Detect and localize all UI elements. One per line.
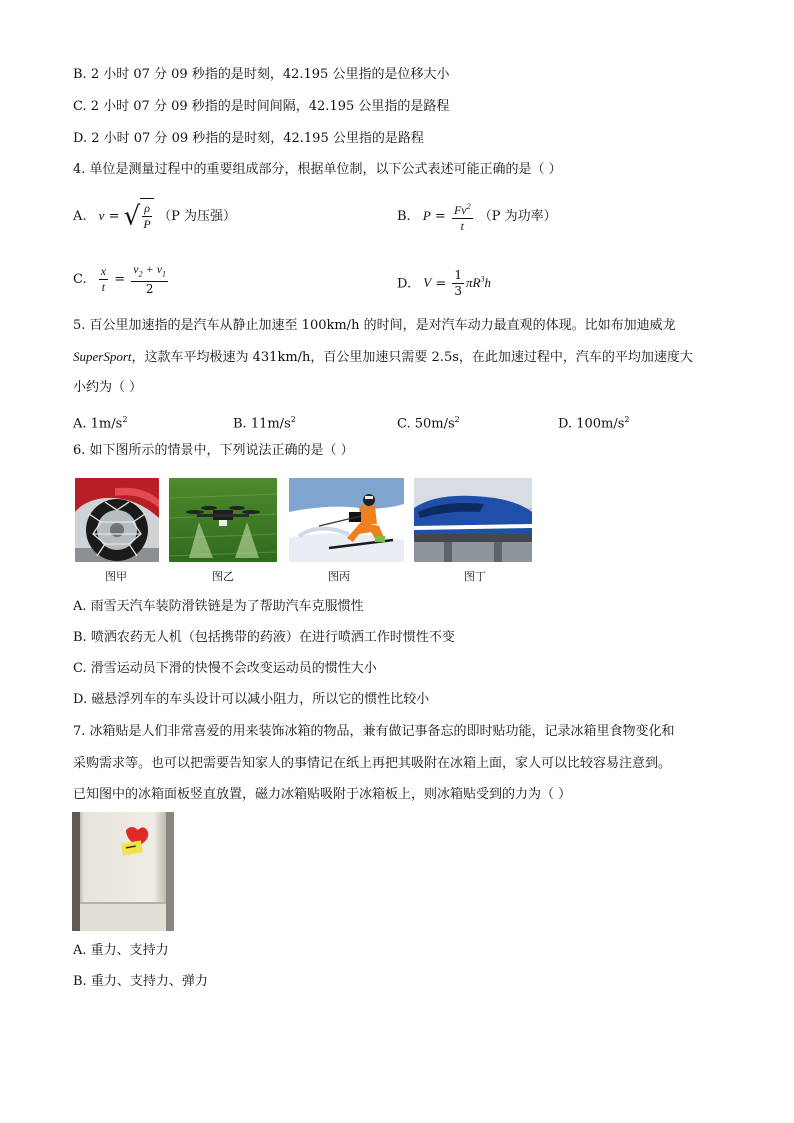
q5-option-c [397, 412, 460, 432]
car-tire-chain-image [75, 478, 159, 562]
q5-option-a [73, 412, 127, 432]
q4-option-a-note: （P 为压强） [158, 209, 236, 224]
sqrt-formula: √ $\frac{\rho}{P}$ [124, 198, 154, 235]
q4-option-c: C. $\frac{x}{t}$ = $\frac{v_2 + v_1}{2}$ [73, 262, 167, 297]
q5-option-a-text: A. 1m/s [73, 416, 123, 432]
q5-option-d-text: D. 100m/s [558, 416, 625, 432]
q4-option-b: B. P = $\frac{Fv^2}{t}$ （P 为功率） [397, 198, 557, 235]
q7-line2: 采购需求等。也可以把需要告知家人的事情记在纸上再把其吸附在冰箱上面，家人可以比较容易注意到。 [73, 756, 672, 771]
maglev-train-image [414, 478, 532, 562]
q4-option-d: D. V = $\frac{1}{3}$ $\pi R^3h$ [397, 268, 491, 299]
caption-1: 图甲 [105, 570, 127, 583]
q4-option-b-note: （P 为功率） [478, 209, 557, 224]
skier-image [289, 478, 404, 562]
q7-option-b: B. 重力、支持力、弹力 [73, 974, 208, 989]
q6-option-c: C. 滑雪运动员下滑的快慢不会改变运动员的惯性大小 [73, 661, 377, 676]
q6-stem: 6. 如下图所示的情景中，下列说法正确的是（ ） [73, 443, 354, 458]
q6-option-d: D. 磁悬浮列车的车头设计可以减小阻力，所以它的惯性比较小 [73, 692, 430, 707]
caption-4: 图丁 [464, 570, 486, 583]
q5-option-d [558, 412, 630, 432]
q4-option-b-label: B. [397, 209, 411, 224]
q5-option-a-sup: 2 [122, 415, 128, 424]
q5-option-c-text: C. 50m/s [397, 416, 455, 432]
q7-option-a: A. 重力、支持力 [73, 943, 169, 958]
q7-line3: 已知图中的冰箱面板竖直放置，磁力冰箱贴吸附于冰箱板上，则冰箱贴受到的力为（ ） [73, 787, 572, 802]
drone-image [169, 478, 277, 562]
q4-option-c-label: C. [73, 272, 87, 288]
q3-option-c: C. 2 小时 07 分 09 秒指的是时间间隔，42.195 公里指的是路程 [73, 99, 450, 114]
q5-line2 [73, 349, 693, 366]
q6-option-a: A. 雨雪天汽车装防滑铁链是为了帮助汽车克服惯性 [73, 599, 364, 614]
q7-line1: 7. 冰箱贴是人们非常喜爱的用来装饰冰箱的物品，兼有做记事备忘的即时贴功能，记录冰箱里食物变化和 [73, 724, 675, 739]
fridge-magnet-image [72, 812, 174, 931]
q5-car-name: SuperSport [73, 349, 132, 364]
q3-option-d: D. 2 小时 07 分 09 秒指的是时刻，42.195 公里指的是路程 [73, 131, 424, 146]
q5-option-b-text: B. 11m/s [233, 416, 291, 432]
q4-option-d-label: D. [397, 276, 412, 292]
q4-stem: 4. 单位是测量过程中的重要组成部分，根据单位制，以下公式表述可能正确的是（ ） [73, 162, 562, 177]
q6-option-b: B. 喷洒农药无人机（包括携带的药液）在进行喷洒工作时惯性不变 [73, 630, 455, 645]
caption-2: 图乙 [212, 570, 234, 583]
q3-option-b: B. 2 小时 07 分 09 秒指的是时刻，42.195 公里指的是位移大小 [73, 67, 450, 82]
q5-line1: 5. 百公里加速指的是汽车从静止加速至 100km/h 的时间，是对汽车动力最直观的体现。比如布加迪威龙 [73, 318, 676, 333]
q5-line2-rest: ，这款车平均极速为 431km/h，百公里加速只需要 2.5s，在此加速过程中，汽车的平均加速度大 [131, 350, 693, 365]
q4-option-a: A. v = √ $\frac{\rho}{P}$ （P 为压强） [73, 198, 236, 235]
q5-option-c-sup: 2 [454, 415, 460, 424]
q5-option-b-sup: 2 [290, 415, 296, 424]
q5-line3: 小约为（ ） [73, 380, 143, 395]
q5-option-d-sup: 2 [624, 415, 630, 424]
q5-option-b [233, 412, 296, 432]
q4-option-a-label: A. [73, 209, 87, 224]
caption-3: 图丙 [328, 570, 350, 583]
